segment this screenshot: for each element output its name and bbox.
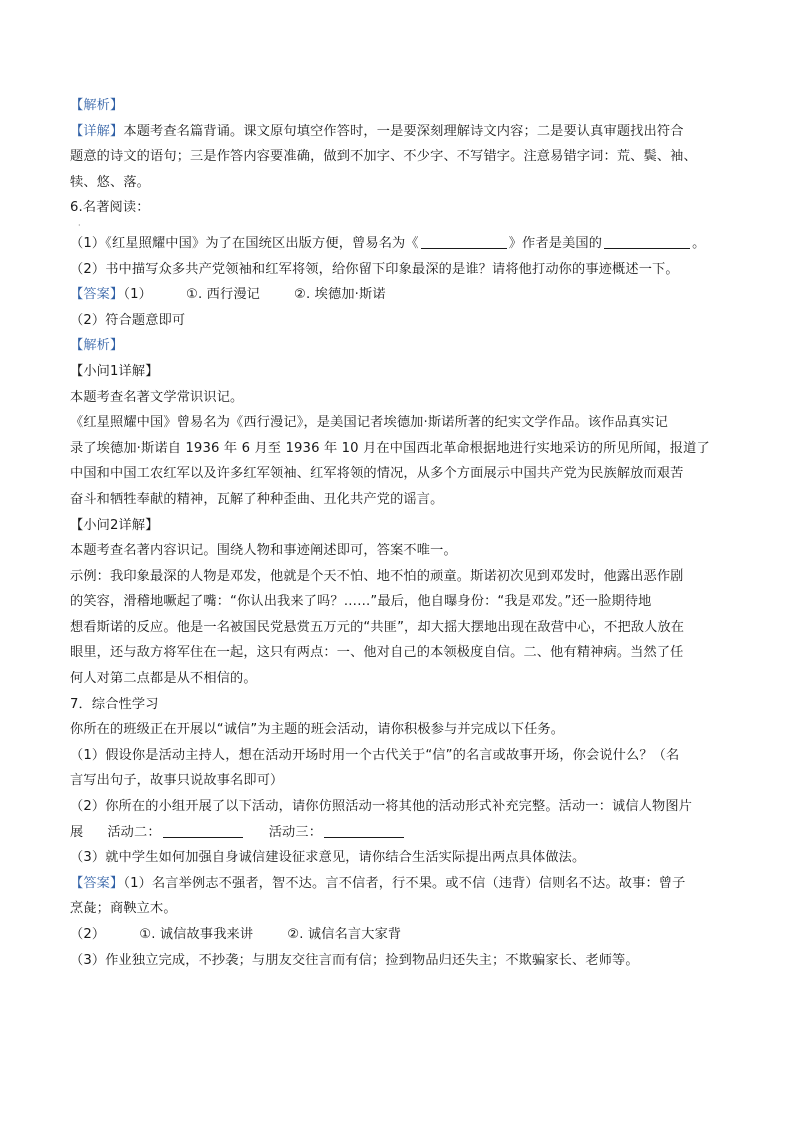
q6-sub1: （1）《红星照耀中国》为了在国统区出版方便，曾易名为《 》作者是美国的 。 <box>70 235 706 251</box>
q7-answer-1b: 烹彘；商鞅立木。 <box>70 901 177 917</box>
q7-title: 7．综合性学习 <box>70 696 159 712</box>
q6-analysis-heading <box>70 333 730 359</box>
answer-blank <box>324 823 404 838</box>
q7-answer-1a: 【答案】（1）名言举例志不强者，智不达。言不信者，行不果。或不信（违背）信则名不达。故事：曾子 <box>70 875 686 891</box>
q5-analysis-heading <box>70 93 730 119</box>
analysis-tag: 【解析】 <box>70 98 124 113</box>
q6-xiaowen2-line-4: 想看斯诺的反应。他是一名被国民党悬赏五万元的“共匪”，却大摇大摆地出现在敌营中心，不把敌人放在 <box>70 619 685 635</box>
q6-xiaowen2-line-2: 示例：我印象最深的人物是邓发，他就是个天不怕、地不怕的顽童。斯诺初次见到邓发时，他露出恶作剧 <box>70 568 684 584</box>
q6-sub2: （2）书中描写众多共产党领袖和红军将领，给你留下印象最深的是谁？请将他打动你的事迹概述一下。 <box>70 261 679 277</box>
q5-detail-line-3: 犊、悠、落。 <box>70 174 151 190</box>
answer-blank <box>163 823 243 838</box>
q6-xiaowen1-line-4: 中国和中国工农红军以及许多红军领袖、红军将领的情况，从多个方面展示中国共产党为民族解放而艰苦 <box>70 466 684 482</box>
q7-sub3: （3）就中学生如何加强自身诚信建设征求意见，请你结合生活实际提出两点具体做法。 <box>70 850 586 866</box>
q6-xiaowen2-line-5: 眼里，还与敌方将军住在一起，这只有两点：一、他对自己的本领极度自信。二、他有精神病。当然了任 <box>70 645 684 661</box>
answer-tag: 【答案】 <box>70 875 124 891</box>
q6-xiaowen1-line-1: 本题考查名著文学常识识记。 <box>70 389 244 405</box>
analysis-tag: 【解析】 <box>70 338 124 354</box>
q6-answer-2: （2）符合题意即可 <box>70 312 186 328</box>
answer-blank <box>421 234 507 249</box>
q7-sub2-line-2: 展 活动二： 活动三： <box>70 820 730 846</box>
q6-xiaowen1-line-3: 录了埃德加·斯诺自 1936 年 6 月至 1936 年 10 月在中国西北革命根据地进行实地采访的所见所闻，报道了 <box>70 440 710 456</box>
answer-blank <box>604 234 690 249</box>
q6-xiaowen2-heading: 【小问2详解】 <box>70 517 159 533</box>
q7-sub2-line-1: （2）你所在的小组开展了以下活动，请你仿照活动一将其他的活动形式补充完整。活动一：诚信人物图片 <box>70 799 693 815</box>
q5-detail-line-1: 【详解】本题考查名篇背诵。课文原句填空作答时，一是要深刻理解诗文内容；二是要认真审题找出符合 <box>70 123 684 139</box>
q6-xiaowen2-line-6: 何人对第二点都是从不相信的。 <box>70 671 257 687</box>
q6-title: 6.名著阅读： <box>70 200 150 216</box>
q7-answer-3: （3）作业独立完成，不抄袭；与朋友交往言而有信；捡到物品归还失主；不欺骗家长、老师等。 <box>70 952 639 968</box>
q5-detail-line-2: 题意的诗文的语句；三是作答内容要准确，做到不加字、不少字、不写错字。注意易错字词：荒、鬓、袖、 <box>70 149 697 165</box>
q7-sub1-line-1: （1）假设你是活动主持人，想在活动开场时用一个古代关于“信”的名言或故事开场，你会说什么？（名 <box>70 747 680 763</box>
stray-dot: · <box>78 220 81 230</box>
q7-intro: 你所在的班级正在开展以“诚信”为主题的班会活动，请你积极参与并完成以下任务。 <box>70 722 565 738</box>
q6-xiaowen1-line-5: 奋斗和牺牲奉献的精神，瓦解了种种歪曲、丑化共产党的谣言。 <box>70 491 444 507</box>
answer-tag: 【答案】 <box>70 287 124 303</box>
document-page <box>70 93 730 973</box>
q6-xiaowen2-line-3: 的笑容，滑稽地噘起了嘴：“你认出我来了吗？……”最后，他自曝身份：“我是邓发。”还一脸期待地 <box>70 594 652 610</box>
q7-answer-2: （2） ①. 诚信故事我来讲 ②. 诚信名言大家背 <box>70 927 402 942</box>
q6-xiaowen1-heading: 【小问1详解】 <box>70 363 159 379</box>
q6-xiaowen2-line-1: 本题考查名著内容识记。围绕人物和事迹阐述即可，答案不唯一。 <box>70 543 457 559</box>
q6-answer-1: 【答案】（1） ①. 西行漫记 ②. 埃德加·斯诺 <box>70 287 386 303</box>
detail-tag: 【详解】 <box>70 123 124 139</box>
q6-xiaowen1-line-2: 《红星照耀中国》曾易名为《西行漫记》，是美国记者埃德加·斯诺所著的纪实文学作品。该作品真实记 <box>70 415 668 431</box>
q7-sub1-line-2: 言写出句子，故事只说故事名即可） <box>70 773 284 789</box>
